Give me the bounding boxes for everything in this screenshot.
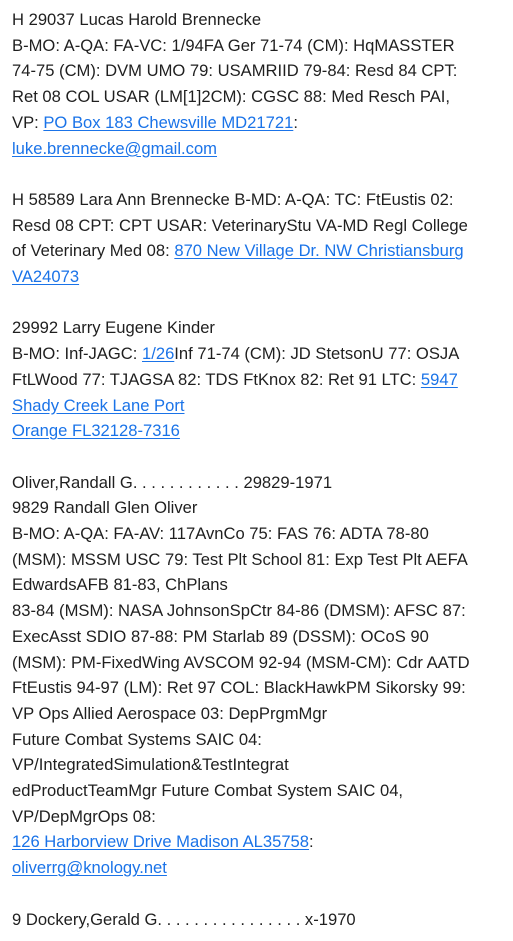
- entry-address-line: [12, 238, 501, 264]
- entry-address-line: [12, 264, 501, 290]
- entry-text-line: VP/DepMgrOps 08:: [12, 806, 156, 826]
- entry-gerald-dockery: [12, 907, 501, 933]
- entry-subheading: 9829 Randall Glen Oliver: [12, 498, 198, 518]
- entry-text-line: [12, 367, 501, 393]
- entry-text-line: VP/IntegratedSimulation&TestIntegrat: [12, 755, 289, 775]
- address-link[interactable]: PO Box 183 Chewsville MD21721: [43, 112, 294, 132]
- entry-heading: H 29037 Lucas Harold Brennecke: [12, 10, 262, 29]
- entry-text-line: Ret 08 COL USAR (LM[1]2CM): CGSC 88: Med Resch PAI,: [12, 87, 451, 107]
- entry-text-line: 83-84 (MSM): NASA JohnsonSpCtr 84-86 (DMSM): AFSC 87:: [12, 601, 466, 621]
- entry-heading: 9 Dockery,Gerald G. . . . . . . . . . . . . . . . x-1970: [12, 909, 356, 929]
- address-link[interactable]: 870 New Village Dr. NW Christiansburg: [174, 241, 464, 261]
- address-link[interactable]: 5947: [420, 369, 458, 389]
- entry-email-line: [12, 136, 501, 162]
- entry-text-line: VP Ops Allied Aerospace 03: DepPrgmMgr: [12, 703, 328, 723]
- text-segment: Inf 71-74 (CM): JD StetsonU 77: OSJA: [174, 344, 460, 364]
- entry-text-line: edProductTeamMgr Future Combat System SAIC 04,: [12, 781, 404, 801]
- entry-text-line: Future Combat Systems SAIC 04:: [12, 729, 262, 749]
- entry-address-line: [12, 110, 501, 136]
- text-segment: FtLWood 77: TJAGSA 82: TDS FtKnox 82: Ret 91 LTC:: [12, 369, 421, 389]
- entry-text-line: [12, 341, 501, 367]
- entry-text-line: 74-75 (CM): DVM UMO 79: USAMRIID 79-84: Resd 84 CPT:: [12, 61, 458, 81]
- address-link[interactable]: 126 Harborview Drive Madison AL35758: [12, 832, 310, 852]
- entry-randall-oliver: [12, 470, 501, 881]
- entry-email-line: [12, 855, 501, 881]
- entry-lara-brennecke: [12, 187, 501, 290]
- entry-heading: 29992 Larry Eugene Kinder: [12, 318, 215, 338]
- address-suffix: :: [309, 832, 314, 852]
- entry-text-line: EdwardsAFB 81-83, ChPlans: [12, 575, 228, 595]
- address-prefix: VP:: [12, 112, 44, 132]
- entry-text-line: Resd 08 CPT: CPT USAR: VeterinaryStu VA-MD Regl College: [12, 215, 468, 235]
- text-segment: B-MO: Inf-JAGC:: [12, 344, 142, 364]
- entry-address-line: [12, 418, 501, 444]
- entry-text-line: ExecAsst SDIO 87-88: PM Starlab 89 (DSSM): OCoS 90: [12, 626, 429, 646]
- entry-text-line: (MSM): PM-FixedWing AVSCOM 92-94 (MSM-CM): Cdr AATD: [12, 652, 470, 672]
- entry-text-line: B-MO: A-QA: FA-AV: 117AvnCo 75: FAS 76: ADTA 78-80: [12, 524, 429, 544]
- entry-larry-kinder: [12, 315, 501, 444]
- address-link-continued[interactable]: Shady Creek Lane Port: [12, 395, 185, 415]
- address-link-continued[interactable]: VA24073: [12, 267, 80, 287]
- entry-lucas-brennecke: [12, 7, 501, 161]
- entry-heading: Oliver,Randall G. . . . . . . . . . . . 29829-1971: [12, 472, 333, 492]
- address-suffix: :: [293, 112, 298, 132]
- entry-text-line: FtEustis 94-97 (LM): Ret 97 COL: BlackHawkPM Sikorsky 99:: [12, 678, 466, 698]
- entry-heading: H 58589 Lara Ann Brennecke B-MD: A-QA: TC: FtEustis 02:: [12, 189, 454, 209]
- email-link[interactable]: luke.brennecke@gmail.com: [12, 138, 217, 158]
- entry-address-line: [12, 393, 501, 419]
- address-link-continued[interactable]: Orange FL32128-7316: [12, 421, 180, 441]
- entry-text-line: (MSM): MSSM USC 79: Test Plt School 81: Exp Test Plt AEFA: [12, 549, 468, 569]
- address-prefix: of Veterinary Med 08:: [12, 241, 175, 261]
- entry-address-line: [12, 829, 501, 855]
- unit-link[interactable]: 1/26: [142, 344, 175, 364]
- entry-text-line: B-MO: A-QA: FA-VC: 1/94FA Ger 71-74 (CM): HqMASSTER: [12, 35, 455, 55]
- email-link[interactable]: oliverrg@knology.net: [12, 858, 167, 878]
